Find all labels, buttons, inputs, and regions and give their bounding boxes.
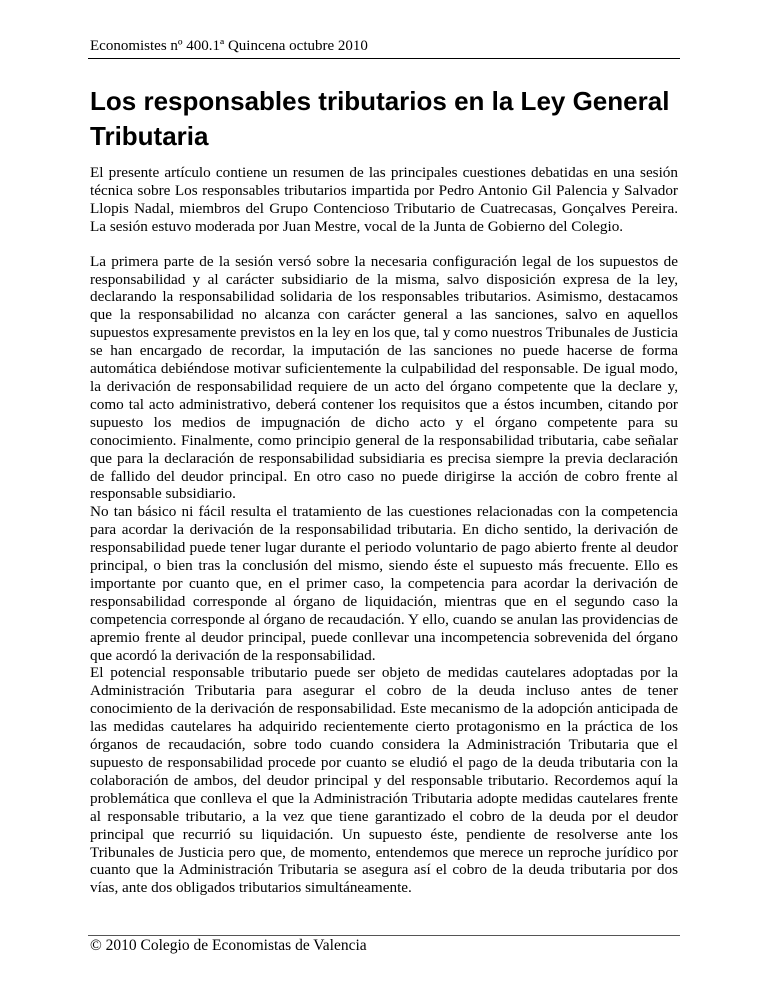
article-paragraph: El potencial responsable tributario puede ser objeto de medidas cautelares adoptadas por la Administración Tributaria para asegurar el cobro de la deuda incluso antes de tener conocimiento de la derivación de responsabilidad. Este mecanismo de la adopción anticipada de las medidas cautelares ha adquirido recientemente cierto protagonismo en la práctica de los órganos de recaudación, sobre todo cuando considera la Administración Tributaria que el supuesto de responsabilidad procede por cuanto se eludió el pago de la deuda tributaria con la colaboración de ambos, del deudor principal y del responsable tributario. Recordemos aquí la problemática que conlleva el que la Administración Tributaria adopte medidas cautelares frente al responsable tributario, a la vez que tiene garantizado el cobro de la deuda por el deudor principal que recurrió su liquidación. Un supuesto éste, pendiente de resolverse ante los Tribunales de Justicia pero que, de momento, entendemos que merece un reproche jurídico por cuanto que la Administración Tributaria se asegura así el cobro de la deuda tributaria por dos vías, ante dos obligados tributarios simultáneamente. [90, 664, 678, 897]
article-paragraph: No tan básico ni fácil resulta el tratamiento de las cuestiones relacionadas con la competencia para acordar la derivación de la responsabilidad tributaria. En dicho sentido, la derivación de responsabilidad puede tener lugar durante el periodo voluntario de pago abierto frente al deudor principal, o bien tras la conclusión del mismo, siendo éste el supuesto más frecuente. Ello es importante por cuanto que, en el primer caso, la competencia para acordar la derivación de responsabilidad corresponde al órgano de liquidación, mientras que en el segundo caso la competencia corresponde al órgano de recaudación. Y ello, cuando se anulan las providencias de apremio frente al deudor principal, puede conllevar una incompetencia sobrevenida del órgano que acordó la derivación de la responsabilidad. [90, 503, 678, 664]
article-paragraph: El presente artículo contiene un resumen de las principales cuestiones debatidas en una sesión técnica sobre Los responsables tributarios impartida por Pedro Antonio Gil Palencia y Salvador Llopis Nadal, miembros del Grupo Contencioso Tributario de Cuatrecasas, Gonçalves Pereira. La sesión estuvo moderada por Juan Mestre, vocal de la Junta de Gobierno del Colegio. [90, 164, 678, 235]
running-header: Economistes nº 400.1ª Quincena octubre 2010 [90, 38, 368, 54]
article-title: Los responsables tributarios en la Ley General Tributaria [90, 86, 670, 151]
article-body [90, 164, 678, 897]
article-paragraph: La primera parte de la sesión versó sobre la necesaria configuración legal de los supuestos de responsabilidad y al carácter subsidiario de la misma, salvo disposición expresa de la ley, declarando la responsabilidad solidaria de los responsables tributarios. Asimismo, destacamos que la responsabilidad no alcanza con carácter general a las sanciones, salvo en aquellos supuestos expresamente previstos en la ley en los que, tal y como nuestros Tribunales de Justicia se han encargado de recordar, la imputación de las sanciones no puede hacerse de forma automática debiéndose motivar suficientemente la culpabilidad del responsable. De igual modo, la derivación de responsabilidad requiere de un acto del órgano competente que la declare y, como tal acto administrativo, deberá contener los requisitos que a éstos incumben, citando por supuesto los medios de impugnación de dicho acto y el órgano competente para su conocimiento. Finalmente, como principio general de la responsabilidad tributaria, cabe señalar que para la declaración de responsabilidad subsidiaria es precisa siempre la previa declaración de fallido del deudor principal. En otro caso no puede dirigirse la acción de cobro frente al responsable subsidiario. [90, 252, 678, 503]
copyright-footer: © 2010 Colegio de Economistas de Valencia [90, 937, 367, 954]
header-divider [88, 58, 680, 59]
